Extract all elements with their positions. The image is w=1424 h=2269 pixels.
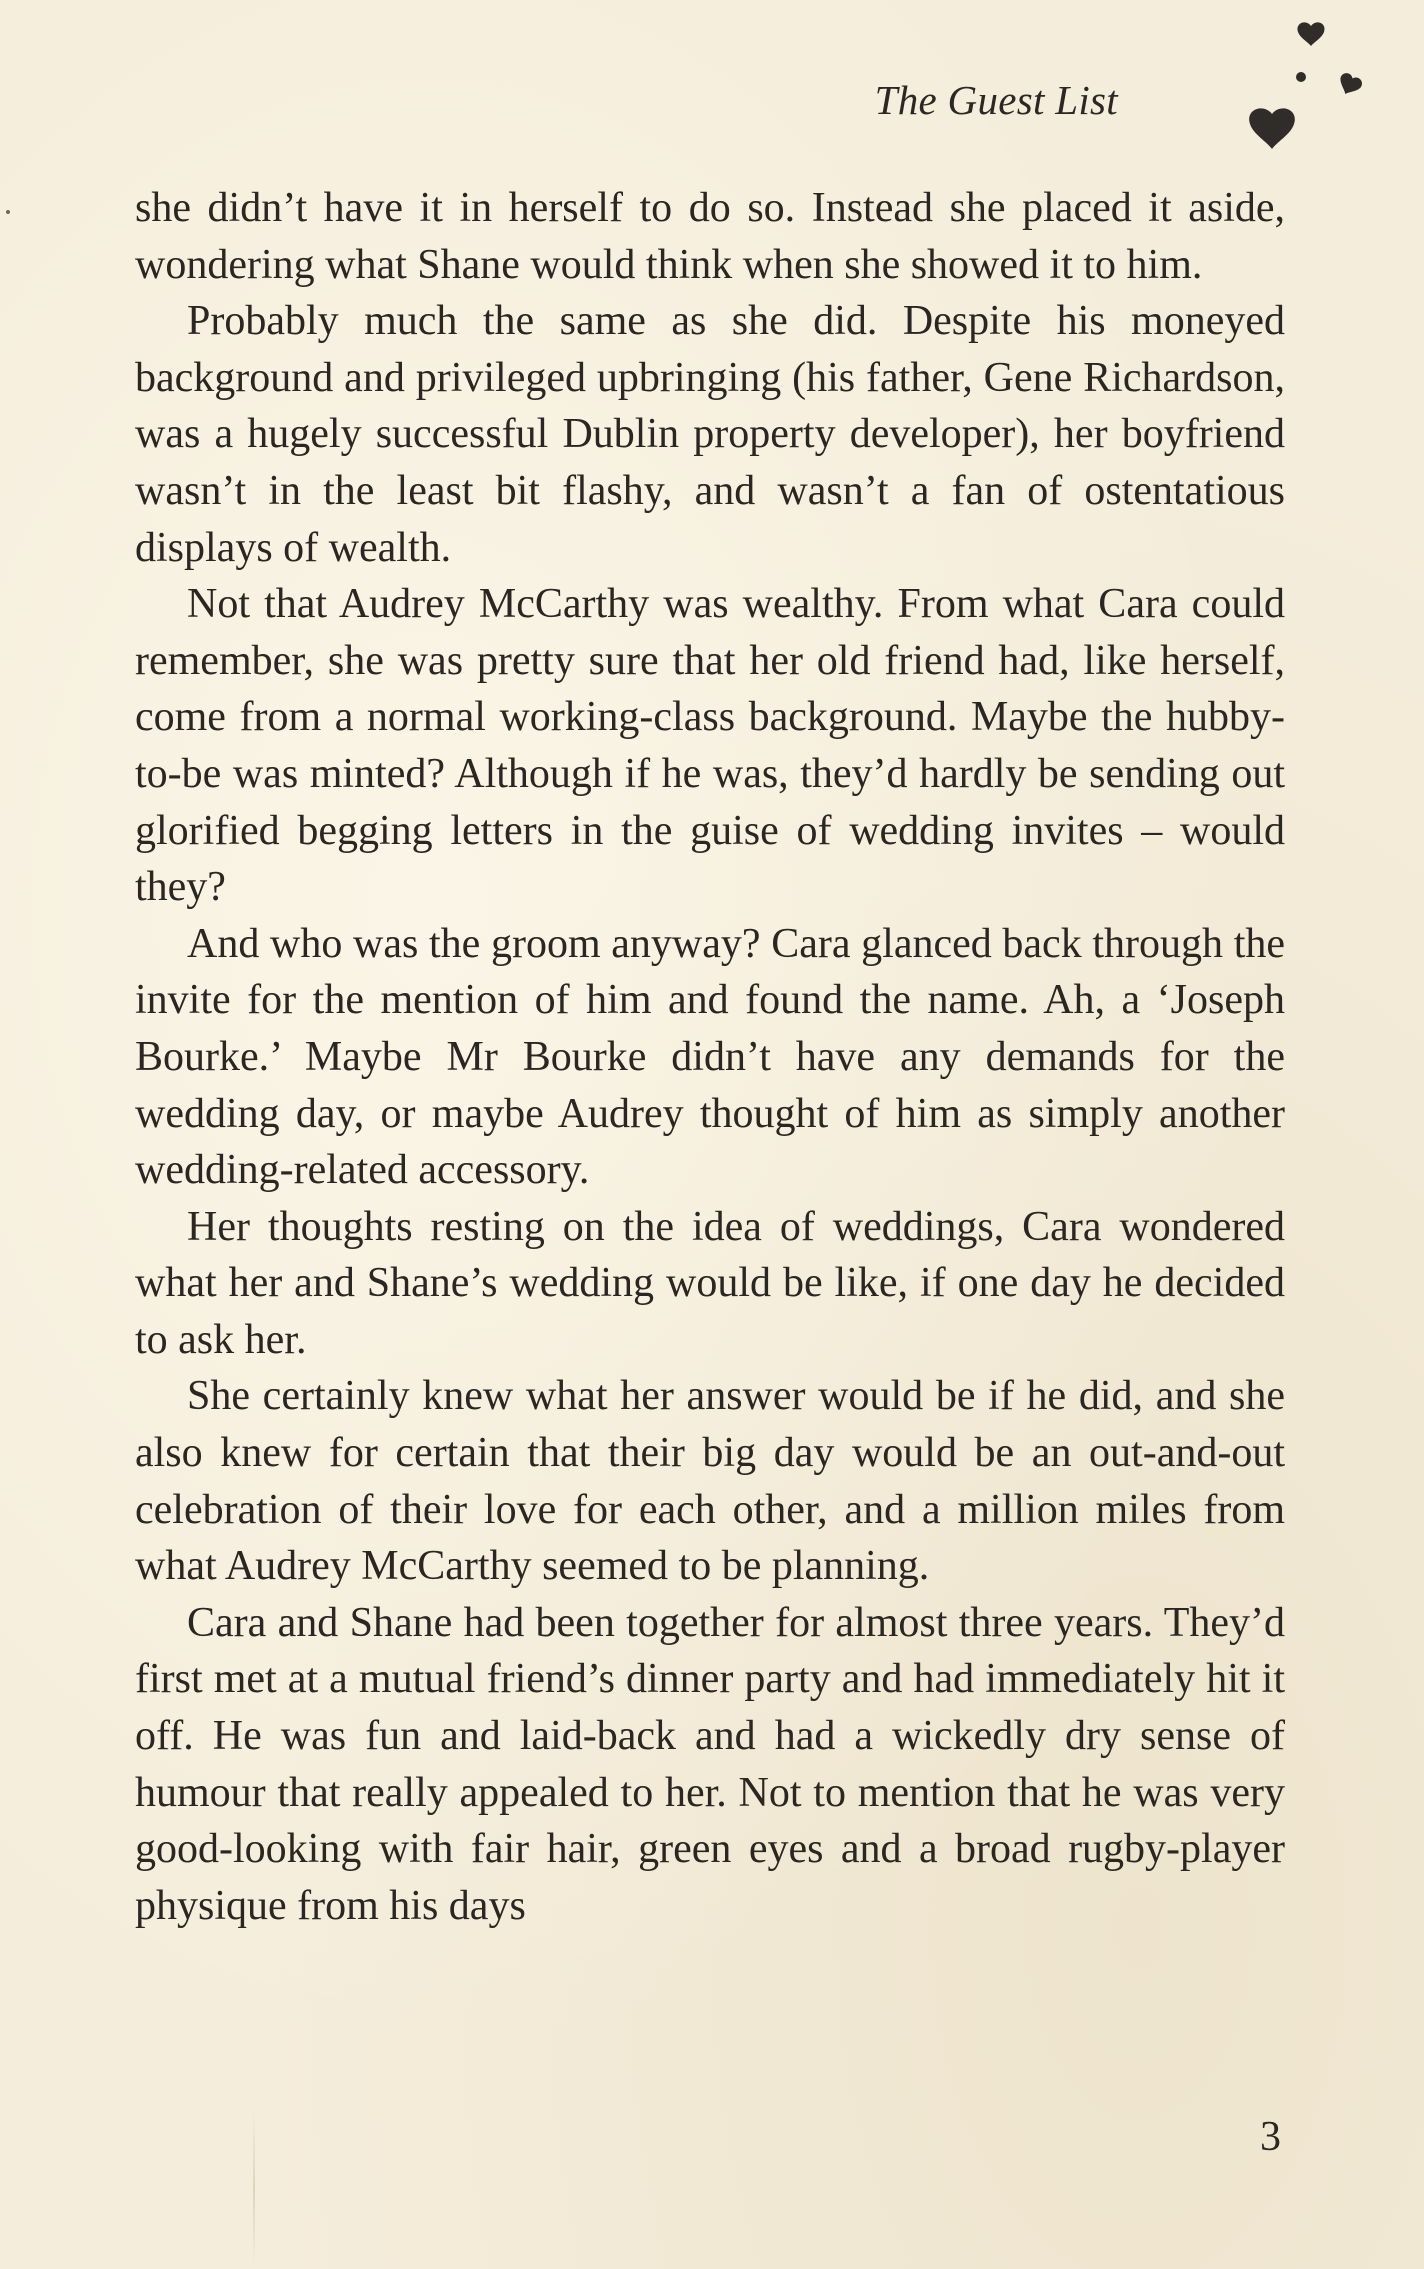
page-number: 3 [1260, 2114, 1281, 2160]
paragraph-1: she didn’t have it in herself to do so. Instead she placed it aside, wondering what Shane would think when she showed it to him. [135, 185, 1285, 288]
paragraph-6: She certainly knew what her answer would be if he did, and she also knew for certain that their big day would be an out-and-out celebration of their love for each other, and a million miles from what Audrey McCarthy seemed to be planning. [135, 1373, 1285, 1590]
paragraph-7: Cara and Shane had been together for almost three years. They’d first met at a mutual friend’s dinner party and had immediately hit it off. He was fun and laid-back and had a wickedly dry sense of humour that really appealed to her. Not to mention that he was very good-looking with fair hair, green eyes and a broad rugby-player physique from his days [135, 1599, 1285, 1929]
paragraph-2: Probably much the same as she did. Despite his moneyed background and privileged upbringing (his father, Gene Richardson, was a hugely successful Dublin property developer), her boyfriend wasn’t in the least bit flashy, and wasn’t a fan of ostentatious displays of wealth. [135, 298, 1285, 571]
paragraph-5: Her thoughts resting on the idea of weddings, Cara wondered what her and Shane’s wedding would be like, if one day he decided to ask her. [135, 1203, 1285, 1363]
hearts-icon [1094, 0, 1424, 190]
heart-dot-icon [1296, 72, 1306, 82]
paragraph-4: And who was the groom anyway? Cara glanced back through the invite for the mention of him and found the name. Ah, a ‘Joseph Bourke.’ Maybe Mr Bourke didn’t have any demands for the wedding day, or maybe Audrey thought of him as simply another wedding-related accessory. [135, 920, 1285, 1194]
heart-large-icon [1249, 108, 1295, 149]
page-crease [253, 2110, 255, 2269]
heart-right-icon [1335, 71, 1364, 99]
paragraph-3: Not that Audrey McCarthy was wealthy. From what Cara could remember, she was pretty sure that her old friend had, like herself, come from a normal working-class background. Maybe the hubby-to-be was minted? Although if he was, they’d hardly be sending out glorified begging letters in the guise of wedding invites – would they? [135, 581, 1285, 911]
body-text [135, 180, 1285, 1934]
margin-speck [6, 210, 10, 214]
heart-top-icon [1297, 22, 1324, 46]
running-head-title: The Guest List [874, 77, 1118, 123]
